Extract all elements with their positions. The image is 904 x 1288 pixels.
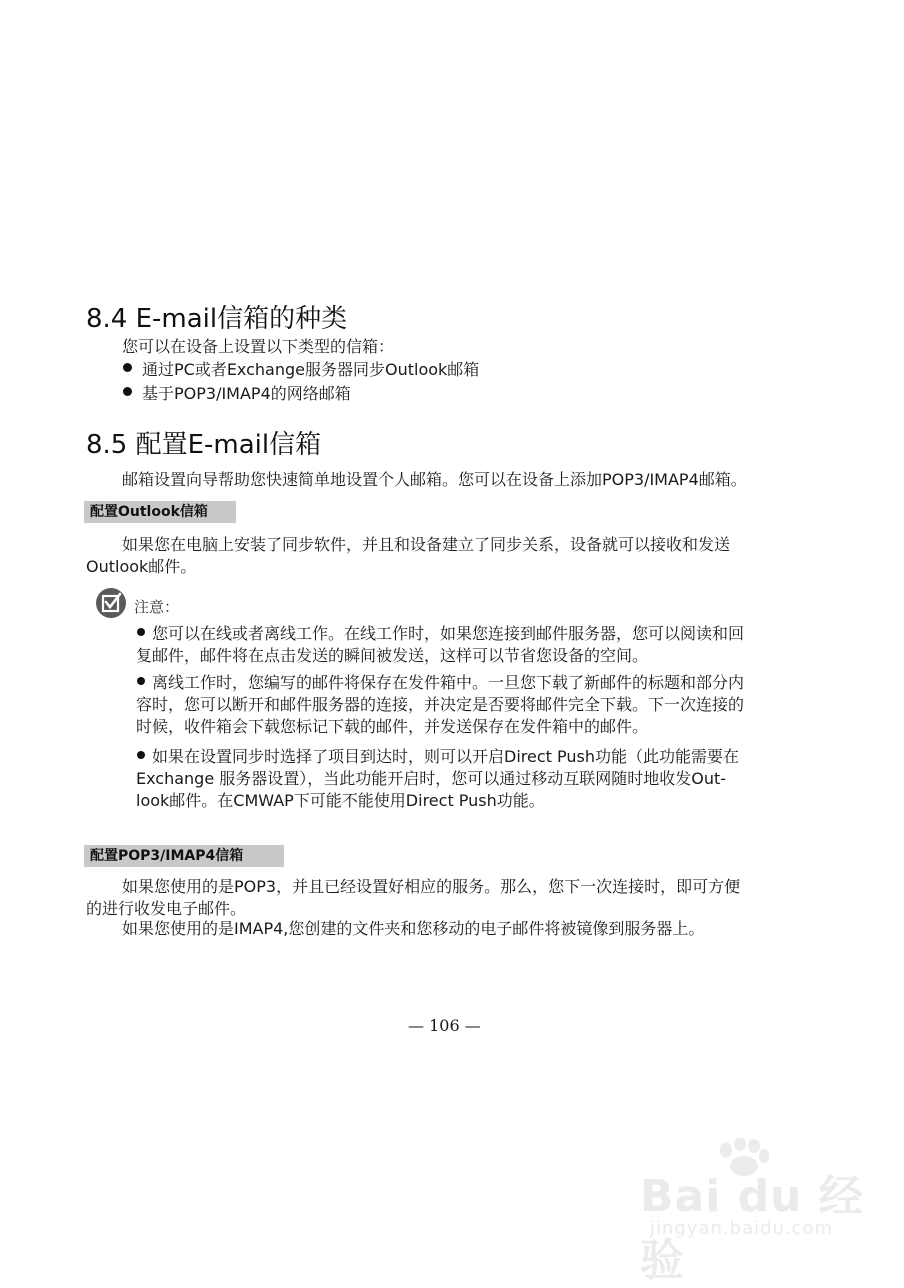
section-8-5-intro: 邮箱设置向导帮助您快速简单地设置个人邮箱。您可以在设备上添加POP3/IMAP4邮箱。 (122, 470, 747, 489)
bullet-dot (123, 387, 132, 396)
note-line: 如果在设置同步时选择了项目到达时，则可以开启Direct Push功能（此功能需要在 (152, 747, 739, 766)
paragraph-line: 如果您使用的是IMAP4,您创建的文件夹和您移动的电子邮件将被镜像到服务器上。 (122, 919, 705, 938)
note-title: 注意： (134, 598, 180, 616)
baidu-watermark-url: jingyan.baidu.com (650, 1218, 834, 1239)
note-line: 时候，收件箱会下载您标记下载的邮件，并发送保存在发件箱中的邮件。 (136, 717, 649, 736)
note-line: 容时，您可以断开和邮件服务器的连接，并决定是否要将邮件完全下载。下一次连接的 (136, 695, 745, 714)
note-checkbox-icon (96, 588, 126, 618)
bullet-dot (137, 628, 145, 636)
list-item: 通过PC或者Exchange服务器同步Outlook邮箱 (142, 360, 480, 379)
note-line: 复邮件，邮件将在点击发送的瞬间被发送，这样可以节省您设备的空间。 (136, 646, 649, 665)
paragraph-line: 如果您使用的是POP3，并且已经设置好相应的服务。那么，您下一次连接时，即可方便 (122, 877, 741, 896)
note-line: Exchange 服务器设置），当此功能开启时，您可以通过移动互联网随时地收发Out- (136, 769, 727, 788)
baidu-watermark-logo: Bai du 经验 (640, 1171, 864, 1286)
bullet-dot (137, 751, 145, 759)
bullet-dot (123, 363, 132, 372)
outlook-section-label: 配置Outlook信箱 (84, 501, 236, 523)
section-8-4-intro: 您可以在设备上设置以下类型的信箱： (122, 337, 395, 356)
page-number: — 106 — (408, 1016, 481, 1035)
section-8-4-heading: 8.4 E-mail信箱的种类 (86, 304, 348, 334)
bullet-dot (137, 677, 145, 685)
pop3-section-label: 配置POP3/IMAP4信箱 (84, 845, 284, 867)
list-item: 基于POP3/IMAP4的网络邮箱 (142, 384, 351, 403)
note-line: 离线工作时，您编写的邮件将保存在发件箱中。一旦您下载了新邮件的标题和部分内 (152, 673, 745, 692)
paragraph-line: 如果您在电脑上安装了同步软件，并且和设备建立了同步关系，设备就可以接收和发送 (122, 535, 731, 554)
paragraph-line: Outlook邮件。 (86, 557, 197, 576)
note-line: 您可以在线或者离线工作。在线工作时，如果您连接到邮件服务器，您可以阅读和回 (152, 624, 745, 643)
note-line: look邮件。在CMWAP下可能不能使用Direct Push功能。 (136, 791, 545, 810)
paragraph-line: 的进行收发电子邮件。 (86, 899, 247, 918)
section-8-5-heading: 8.5 配置E-mail信箱 (86, 430, 322, 460)
